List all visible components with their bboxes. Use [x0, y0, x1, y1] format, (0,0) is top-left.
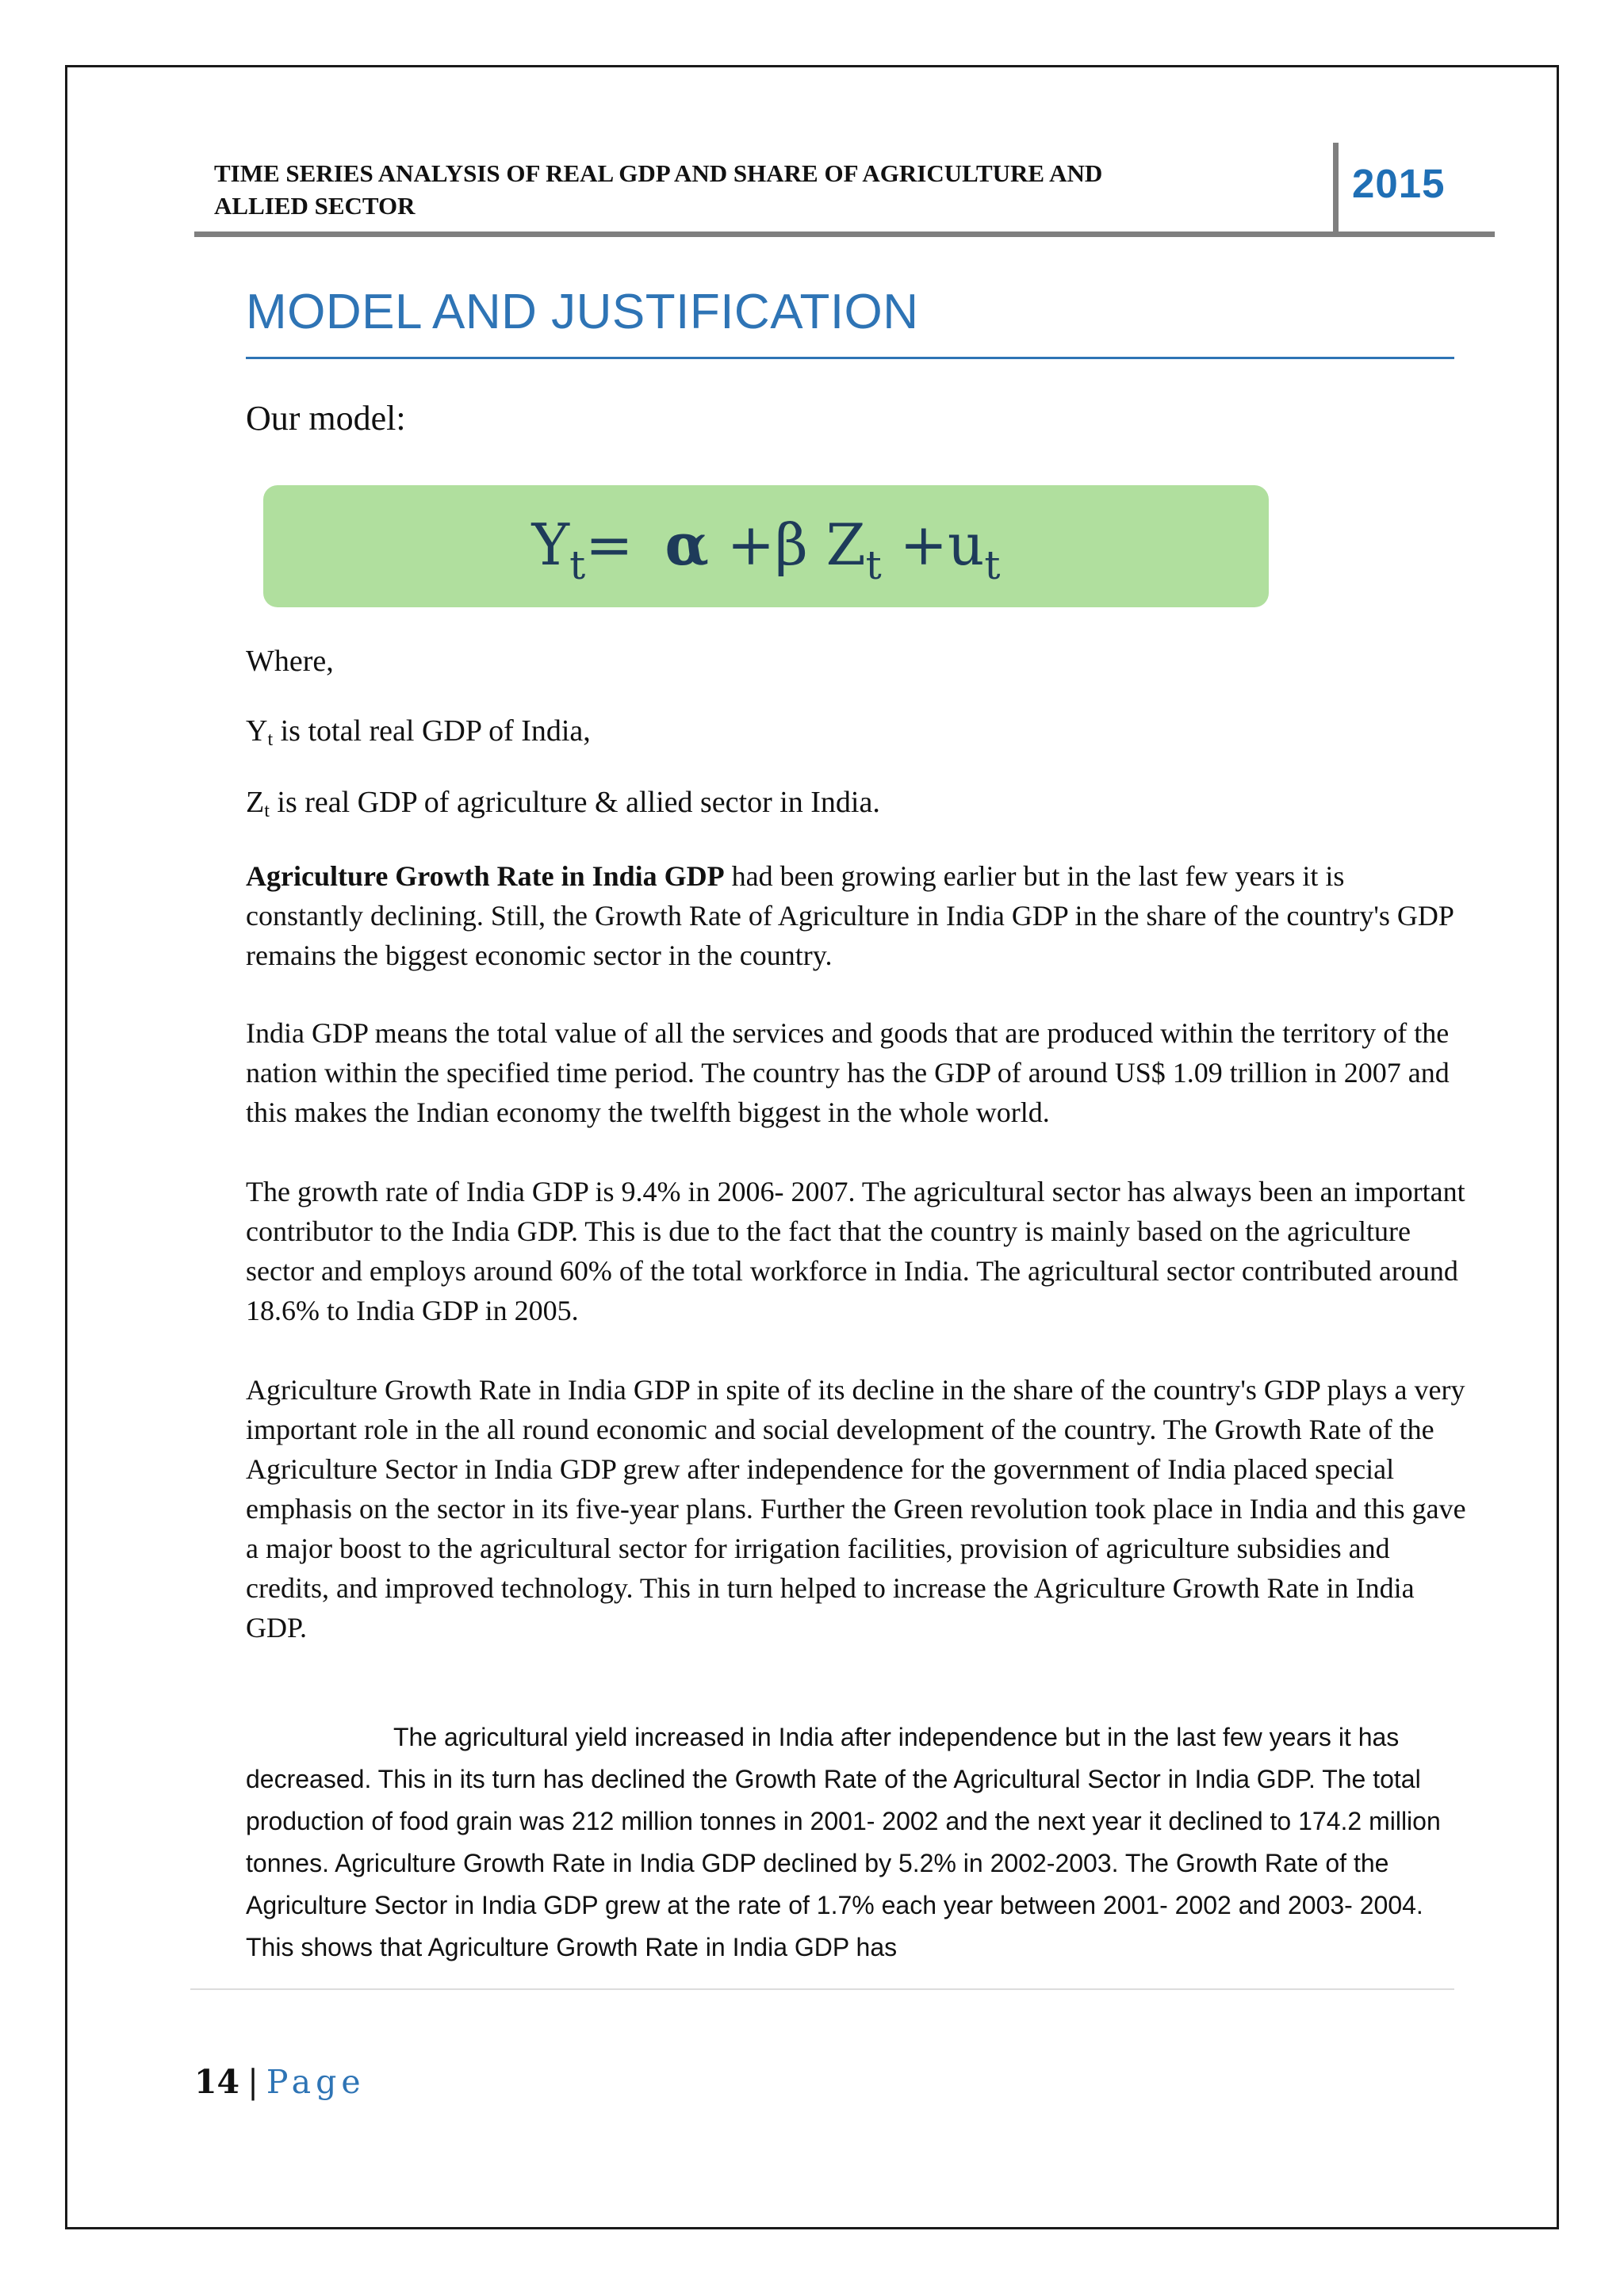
model-label: Our model: [246, 399, 406, 438]
paragraph-3: The growth rate of India GDP is 9.4% in 2006- 2007. The agricultural sector has always been an important contributor to the India GDP. This is due to the fact that the country is mainly based on the agriculture sector and employs around 60% of the total workforce in India. The agricultural sector contributed around 18.6% to India GDP in 2005. [246, 1176, 1465, 1326]
def-y-text: is total real GDP of India, [273, 714, 591, 748]
eq-alpha: α [665, 511, 709, 578]
def-y-sub: t [267, 729, 274, 750]
def-z-sub: t [264, 801, 270, 821]
eq-y: Y [531, 511, 570, 578]
eq-z: Z [825, 511, 866, 578]
eq-u: u [947, 511, 985, 578]
eq-equals: = [585, 511, 634, 578]
paragraph-1-text: had been growing earlier but in the last few years it is constantly declining. Still, the Growth Rate of Agriculture in India GDP in the share of the country's GDP remains the biggest economic sector in the country. [246, 860, 1454, 971]
definition-z [246, 785, 880, 820]
header-title [214, 157, 1356, 222]
paragraph-5 [246, 1716, 1467, 1969]
paragraph-2: India GDP means the total value of all the services and goods that are produced within the territory of the nation within the specified time period. The country has the GDP of around US$ 1.09 trillion in 2007 and this makes the Indian economy the twelfth biggest in the whole world. [246, 1017, 1450, 1128]
footer-rule [190, 1988, 1454, 1990]
header-year: 2015 [1352, 161, 1446, 206]
eq-beta: β [775, 511, 808, 578]
eq-plus-1: + [726, 511, 776, 578]
paragraph-4: Agriculture Growth Rate in India GDP in spite of its decline in the share of the country's GDP plays a very important role in the all round economic and social development of the country. The Growth Rate of the Agriculture Sector in India GDP grew after independence for the government of India placed special emphasis on the sector in its five-year plans. Further the Green revolution took place in India and this gave a major boost to the agricultural sector for irrigation facilities, provision of agriculture subsidies and credits, and improved technology. This in turn helped to increase the Agriculture Growth Rate in India GDP. [246, 1374, 1466, 1644]
page-word: Page [266, 2063, 366, 2101]
paragraph-1 [246, 856, 1467, 975]
equation-box [263, 485, 1269, 607]
eq-z-sub: t [865, 542, 882, 588]
footer-separator: | [247, 2063, 259, 2101]
header-title-line2: ALLIED SECTOR [214, 192, 416, 220]
running-header [194, 143, 1495, 237]
eq-y-sub: t [569, 542, 586, 588]
header-title-line1: TIME SERIES ANALYSIS OF REAL GDP AND SHARE OF AGRICULTURE AND [214, 159, 1103, 187]
paragraph-5-text: The agricultural yield increased in India after independence but in the last few years it has decreased. This in its turn has declined the Growth Rate of the Agricultural Sector in India GDP. The total production of food grain was 212 million tonnes in 2001- 2002 and the next year it declined to 174.2 million tonnes. Agriculture Growth Rate in India GDP declined by 5.2% in 2002-2003. The Growth Rate of the Agriculture Sector in India GDP grew at the rate of 1.7% each year between 2001- 2002 and 2003- 2004. This shows that Agriculture Growth Rate in India GDP has [246, 1723, 1441, 1961]
eq-plus-2: + [899, 511, 948, 578]
def-y-symbol: Y [246, 714, 268, 748]
def-z-symbol: Z [246, 786, 265, 819]
eq-u-sub: t [984, 542, 1001, 588]
def-z-text: is real GDP of agriculture & allied sector in India. [269, 786, 880, 819]
model-equation [263, 509, 1269, 588]
header-divider [1333, 143, 1339, 232]
paragraph-1-lead: Agriculture Growth Rate in India GDP [246, 860, 725, 892]
section-heading: MODEL AND JUSTIFICATION [246, 277, 1454, 359]
page-footer [194, 2063, 366, 2101]
definition-y [246, 714, 591, 748]
where-label: Where, [246, 645, 334, 678]
page-number: 14 [194, 2063, 240, 2101]
